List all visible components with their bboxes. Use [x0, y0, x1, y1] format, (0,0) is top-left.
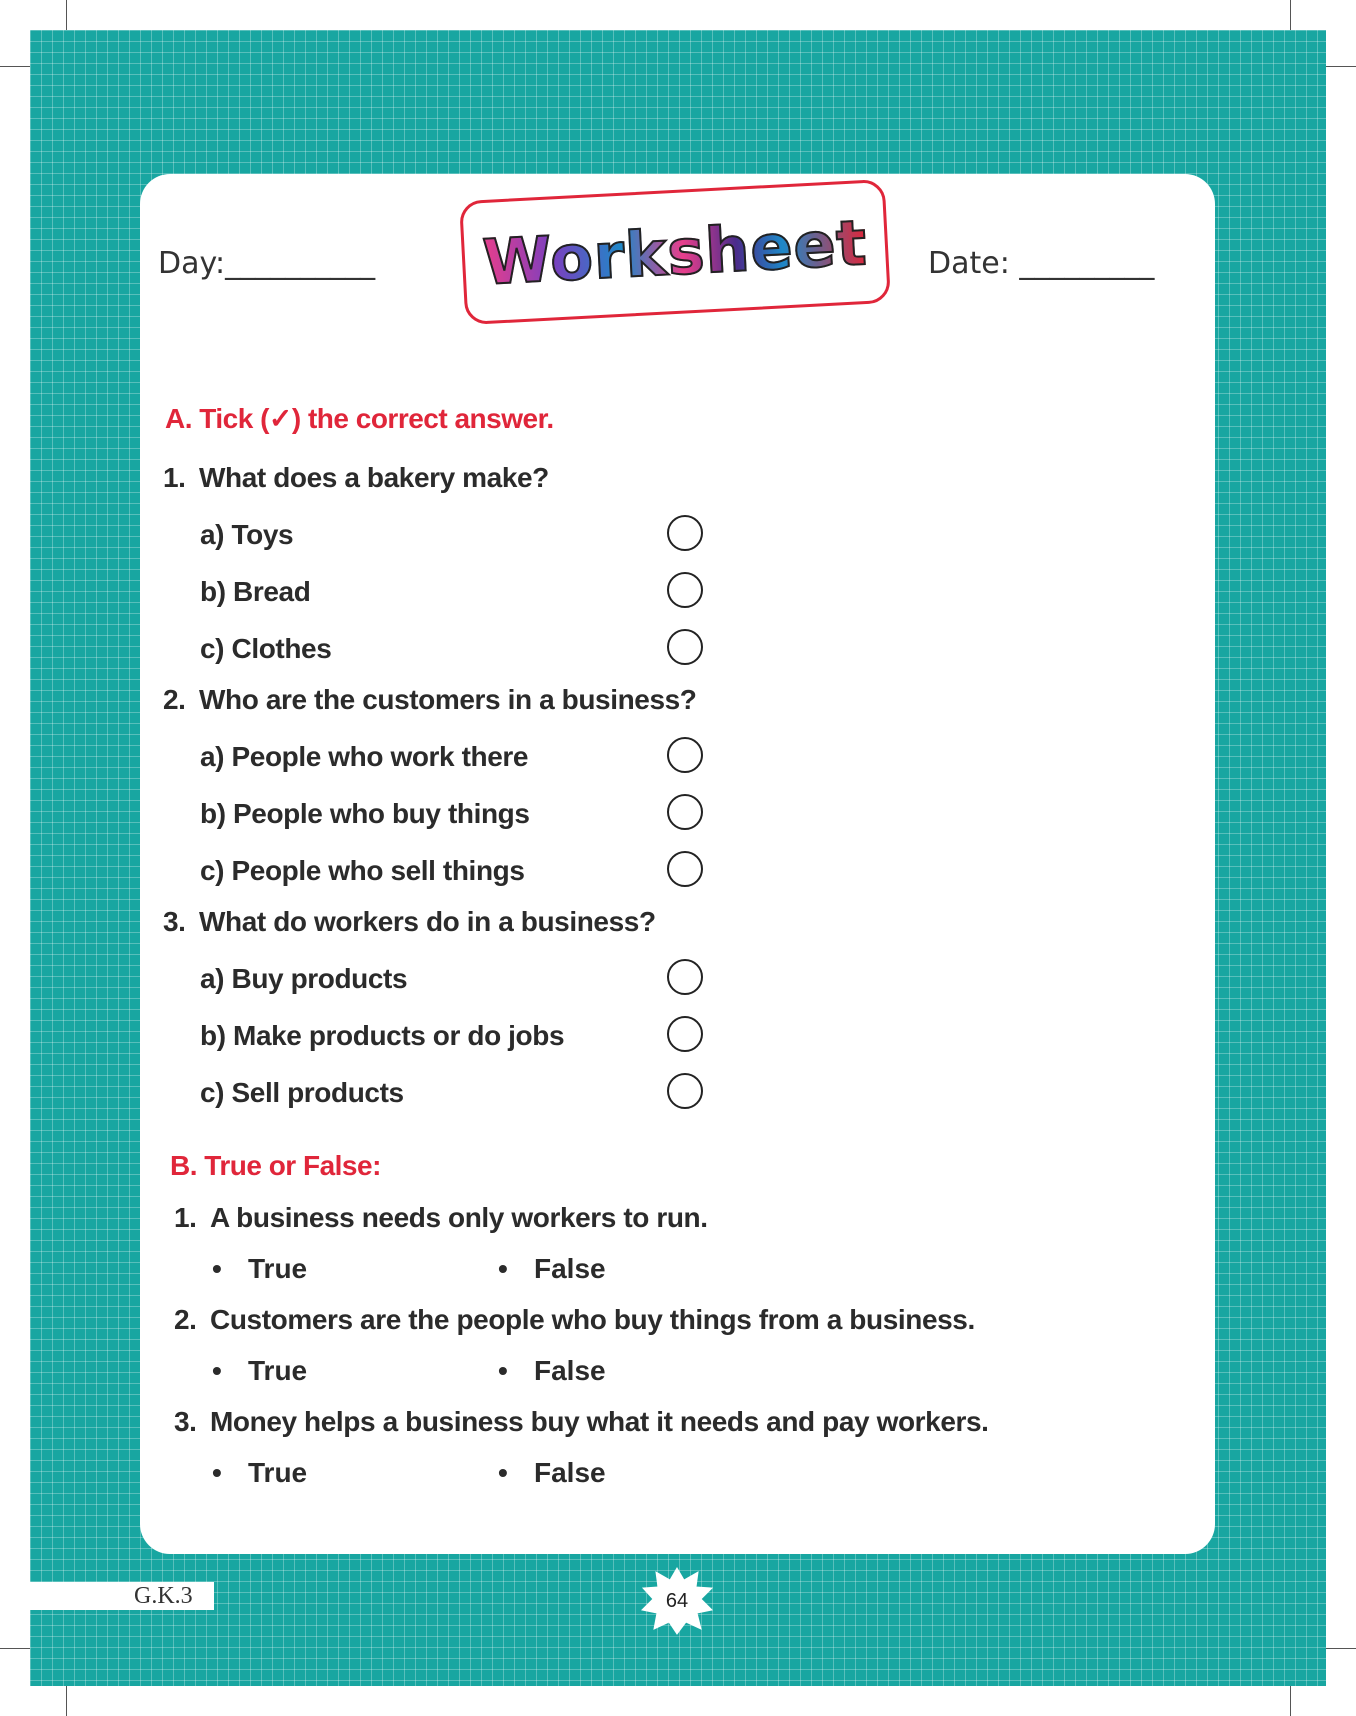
question-number: 3. — [163, 906, 186, 937]
true-label: True — [248, 1355, 308, 1386]
statement-text: Customers are the people who buy things from a business. — [210, 1304, 975, 1335]
false-option-1[interactable] — [498, 1253, 606, 1285]
option-1c — [200, 633, 331, 665]
option-2a — [200, 741, 528, 773]
date-field: Date: _________ — [928, 246, 1155, 281]
answer-circle-1b[interactable] — [667, 572, 703, 608]
statement-2 — [174, 1304, 975, 1336]
worksheet-title: Worksheet — [481, 205, 869, 299]
option-text: Make products or do jobs — [233, 1020, 565, 1051]
answer-circle-1c[interactable] — [667, 629, 703, 665]
option-text: Sell products — [231, 1077, 404, 1108]
statement-number: 1. — [174, 1202, 197, 1233]
worksheet-badge — [459, 179, 891, 325]
answer-circle-3c[interactable] — [667, 1073, 703, 1109]
option-1a — [200, 519, 293, 551]
false-option-3[interactable] — [498, 1457, 606, 1489]
true-option-1[interactable] — [212, 1253, 307, 1285]
book-code: G.K.3 — [134, 1583, 193, 1609]
option-letter: a) — [200, 519, 225, 550]
question-2 — [163, 684, 697, 716]
option-2c — [200, 855, 525, 887]
option-letter: a) — [200, 963, 225, 994]
question-1 — [163, 462, 549, 494]
option-text: Buy products — [231, 963, 408, 994]
option-letter: b) — [200, 576, 226, 607]
option-text: People who sell things — [231, 855, 525, 886]
answer-circle-2a[interactable] — [667, 737, 703, 773]
crop-mark — [1290, 0, 1291, 30]
statement-text: Money helps a business buy what it needs and pay workers. — [210, 1406, 989, 1437]
option-1b — [200, 576, 310, 608]
option-text: Toys — [231, 519, 294, 550]
bullet: • — [498, 1355, 508, 1386]
day-field: Day:__________ — [158, 246, 376, 281]
crop-mark — [1290, 1686, 1291, 1716]
question-number: 1. — [163, 462, 186, 493]
page-number-badge — [640, 1566, 714, 1636]
crop-mark — [1326, 1648, 1356, 1649]
section-b-heading: B. True or False: — [170, 1150, 381, 1181]
crop-mark — [0, 1648, 30, 1649]
question-text: Who are the customers in a business? — [199, 684, 697, 715]
crop-mark — [66, 0, 67, 30]
option-3b — [200, 1020, 564, 1052]
bullet: • — [212, 1355, 222, 1386]
true-label: True — [248, 1457, 308, 1488]
bullet: • — [212, 1253, 222, 1284]
question-text: What does a bakery make? — [199, 462, 549, 493]
question-3 — [163, 906, 656, 938]
option-text: Clothes — [231, 633, 332, 664]
true-option-3[interactable] — [212, 1457, 307, 1489]
false-label: False — [534, 1253, 606, 1284]
false-option-2[interactable] — [498, 1355, 606, 1387]
answer-circle-2b[interactable] — [667, 794, 703, 830]
question-text: What do workers do in a business? — [199, 906, 656, 937]
statement-text: A business needs only workers to run. — [210, 1202, 708, 1233]
option-letter: b) — [200, 798, 226, 829]
section-a-heading: A. Tick (✓) the correct answer. — [165, 403, 554, 434]
statement-1 — [174, 1202, 708, 1234]
statement-number: 2. — [174, 1304, 197, 1335]
statement-3 — [174, 1406, 989, 1438]
false-label: False — [534, 1355, 606, 1386]
option-text: People who buy things — [233, 798, 530, 829]
option-3a — [200, 963, 407, 995]
true-option-2[interactable] — [212, 1355, 307, 1387]
answer-circle-1a[interactable] — [667, 515, 703, 551]
book-code-label — [30, 1582, 214, 1610]
answer-circle-3a[interactable] — [667, 959, 703, 995]
question-number: 2. — [163, 684, 186, 715]
option-3c — [200, 1077, 404, 1109]
crop-mark — [0, 66, 30, 67]
option-letter: c) — [200, 633, 225, 664]
bullet: • — [498, 1457, 508, 1488]
answer-circle-3b[interactable] — [667, 1016, 703, 1052]
page-number: 64 — [665, 1590, 689, 1612]
option-letter: c) — [200, 855, 225, 886]
true-label: True — [248, 1253, 308, 1284]
crop-mark — [66, 1686, 67, 1716]
crop-mark — [1326, 66, 1356, 67]
answer-circle-2c[interactable] — [667, 851, 703, 887]
option-2b — [200, 798, 530, 830]
option-letter: c) — [200, 1077, 225, 1108]
statement-number: 3. — [174, 1406, 197, 1437]
bullet: • — [212, 1457, 222, 1488]
option-letter: a) — [200, 741, 225, 772]
bullet: • — [498, 1253, 508, 1284]
false-label: False — [534, 1457, 606, 1488]
option-text: Bread — [233, 576, 311, 607]
option-letter: b) — [200, 1020, 226, 1051]
option-text: People who work there — [231, 741, 529, 772]
